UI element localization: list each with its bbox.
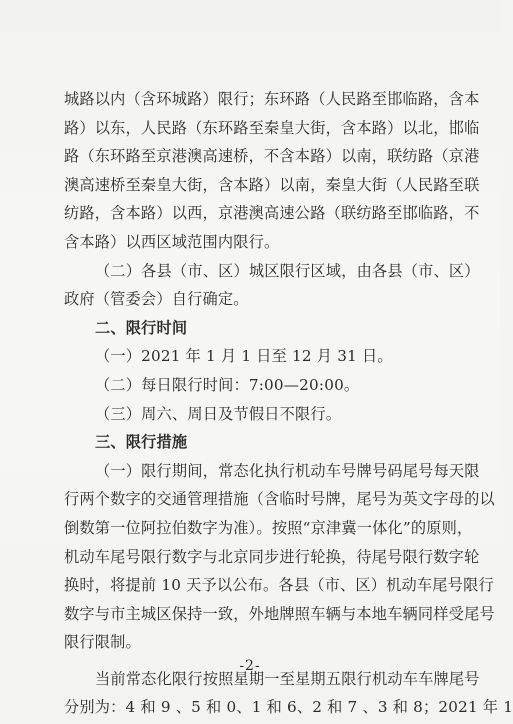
paragraph-line: 纺路，含本路）以西，京港澳高速公路（联纺路至邯临路，不: [64, 204, 480, 223]
restricted-area-paragraph: [64, 85, 513, 722]
time-item: （三）周六、周日及节假日不限行。: [95, 404, 342, 423]
measures-line: 倒数第一位阿拉伯数字为准）。按照“京津冀一体化”的原则，: [64, 518, 473, 537]
time-item: （一）2021 年 1 月 1 日至 12 月 31 日。: [95, 347, 393, 366]
measures-line: 机动车尾号限行数字与北京同步进行轮换，待尾号限行数字轮: [64, 547, 480, 566]
section-heading-measures: 三、限行措施: [95, 433, 188, 452]
paragraph-line: 澳高速桥至秦皇大街，含本路）以南，秦皇大街（人民路至联: [64, 175, 480, 194]
page-number: -2-: [239, 658, 261, 674]
paragraph-line: 路（东环路至京港澳高速桥，不含本路）以南，联纺路（京港: [64, 147, 480, 166]
measures-line: 限行限制。: [64, 633, 141, 652]
county-area-line: 政府（管委会）自行确定。: [64, 290, 249, 309]
current-rule-line: 分别为：4 和 9 、5 和 0、1 和 6、2 和 7 、3 和 8；2021 年 1: [64, 698, 513, 717]
time-item: （二）每日限行时间：7:00—20:00。: [95, 375, 360, 394]
measures-line: 换时，将提前 10 天予以公布。各县（市、区）机动车尾号限行: [64, 576, 494, 595]
current-rule-line: 当前常态化限行按照星期一至星期五限行机动车车牌尾号: [95, 669, 480, 688]
paragraph-line: 路）以东，人民路（东环路至秦皇大街，含本路）以北，邯临: [64, 118, 480, 137]
county-area-line: （二）各县（市、区）城区限行区域，由各县（市、区）: [95, 261, 480, 280]
measures-line: （一）限行期间，常态化执行机动车号牌号码尾号每天限: [95, 461, 480, 480]
paragraph-line: 城路以内（含环城路）限行；东环路（人民路至邯临路，含本: [64, 90, 480, 108]
section-heading-time: 二、限行时间: [95, 318, 188, 337]
measures-line: 数字与市主城区保持一致，外地牌照车辆与本地车辆同样受尾号: [64, 604, 495, 623]
paragraph-line: 含本路）以西区域范围内限行。: [64, 232, 280, 251]
measures-line: 行两个数字的交通管理措施（含临时号牌，尾号为英文字母的以: [64, 490, 495, 509]
